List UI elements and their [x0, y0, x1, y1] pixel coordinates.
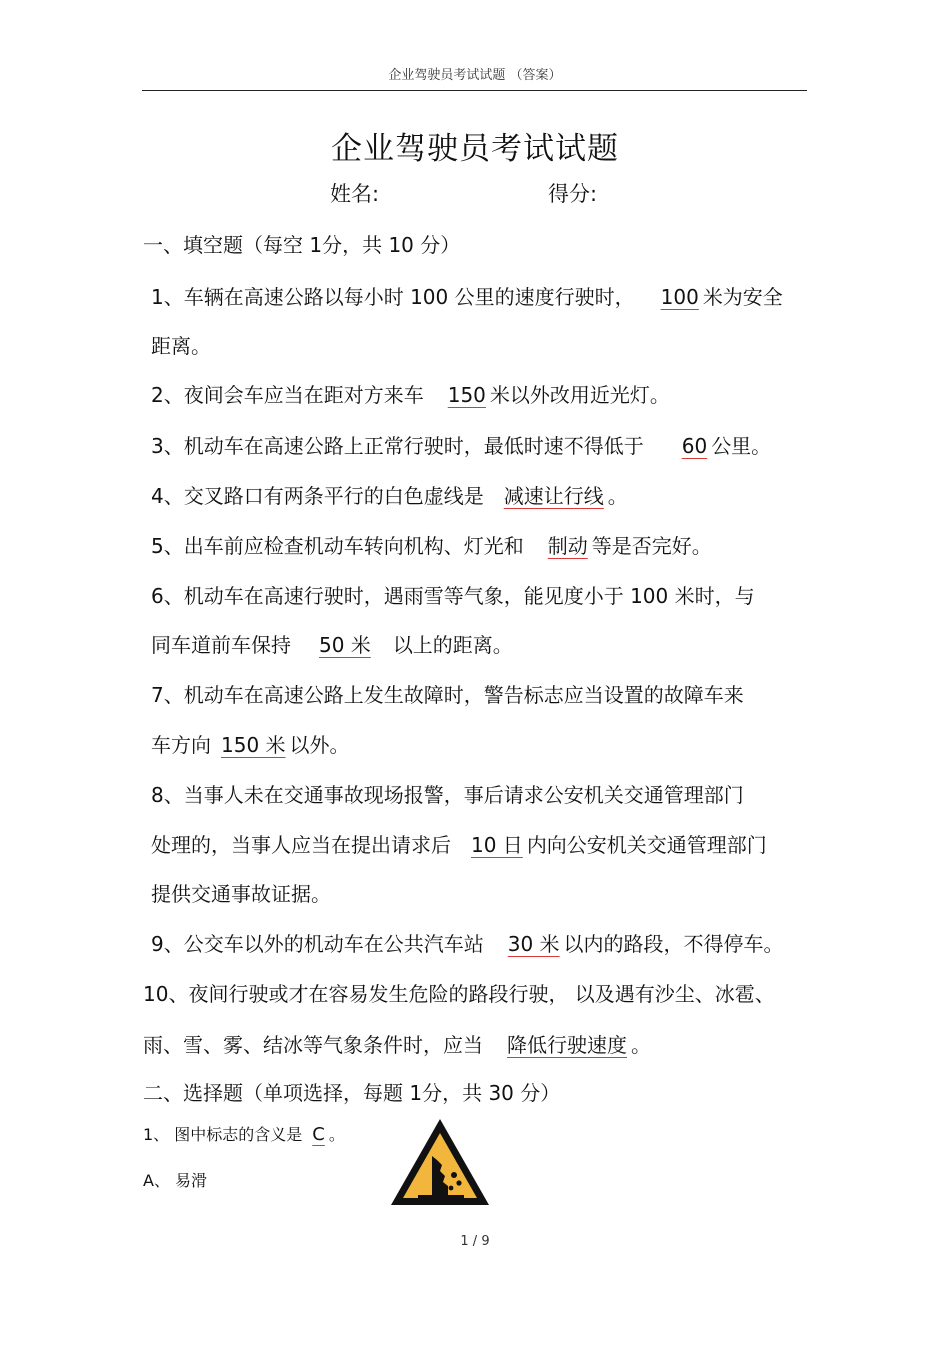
- running-header: 企业驾驶员考试试题 （答案）: [388, 68, 562, 83]
- answer-4: 减速让行线: [503, 484, 604, 508]
- page-title: 企业驾驶员考试试题: [331, 131, 619, 167]
- answer-7: 150 米: [221, 733, 286, 757]
- question-1-cont: 距离。: [151, 334, 211, 358]
- question-2: 2、夜间会车应当在距对方来车 150 米以外改用近光灯。: [151, 383, 670, 407]
- question-9: 9、公交车以外的机动车在公共汽车站 30 米 以内的路段，不得停车。: [151, 932, 784, 956]
- question-8-cont2: 提供交通事故证据。: [151, 882, 331, 906]
- question-1: 1、车辆在高速公路以每小时 100 公里的速度行驶时， 100 米为安全: [151, 285, 783, 309]
- header-rule: [142, 90, 807, 91]
- question-10: 10、夜间行驶或才在容易发生危险的路段行驶， 以及遇有沙尘、冰雹、: [143, 982, 775, 1006]
- section1-heading: 一、填空题（每空 1分，共 10 分）: [143, 233, 461, 257]
- question-6-cont: 同车道前车保持 50 米 以上的距离。: [151, 633, 513, 657]
- answer-8: 10 日: [471, 833, 523, 857]
- option-a: A、 易滑: [143, 1171, 208, 1190]
- question-7: 7、机动车在高速公路上发生故障时，警告标志应当设置的故障车来: [151, 683, 744, 707]
- section2-heading: 二、选择题（单项选择，每题 1分，共 30 分）: [143, 1081, 561, 1105]
- choice-question-1: 1、 图中标志的含义是 C 。: [143, 1124, 345, 1145]
- name-label: 姓名:: [330, 182, 380, 206]
- answer-1: 100: [660, 285, 699, 309]
- question-8-cont: 处理的，当事人应当在提出请求后 10 日 内向公安机关交通管理部门: [151, 833, 767, 857]
- answer-6: 50 米: [319, 633, 371, 657]
- answer-3: 60: [681, 434, 708, 458]
- question-3: 3、机动车在高速公路上正常行驶时，最低时速不得低于 60 公里。: [151, 434, 772, 458]
- question-10-cont: 雨、雪、雾、结冰等气象条件时，应当 降低行驶速度 。: [143, 1033, 651, 1057]
- question-5: 5、出车前应检查机动车转向机构、灯光和 制动 等是否完好。: [151, 534, 712, 558]
- answer-9: 30 米: [507, 932, 560, 956]
- answer-10: 降低行驶速度: [507, 1033, 627, 1057]
- choice-answer-1: C: [312, 1124, 325, 1145]
- answer-5: 制动: [547, 534, 588, 558]
- question-6: 6、机动车在高速行驶时，遇雨雪等气象，能见度小于 100 米时，与: [151, 584, 755, 608]
- question-4: 4、交叉路口有两条平行的白色虚线是 减速让行线 。: [151, 484, 628, 508]
- question-8: 8、当事人未在交通事故现场报警，事后请求公安机关交通管理部门: [151, 783, 744, 807]
- page-number: 1 / 9: [460, 1234, 490, 1249]
- question-7-cont: 车方向 150 米 以外。: [151, 733, 350, 757]
- score-label: 得分:: [548, 182, 598, 206]
- warning-sign-falling-rocks-icon: [388, 1116, 492, 1208]
- answer-2: 150: [447, 383, 486, 407]
